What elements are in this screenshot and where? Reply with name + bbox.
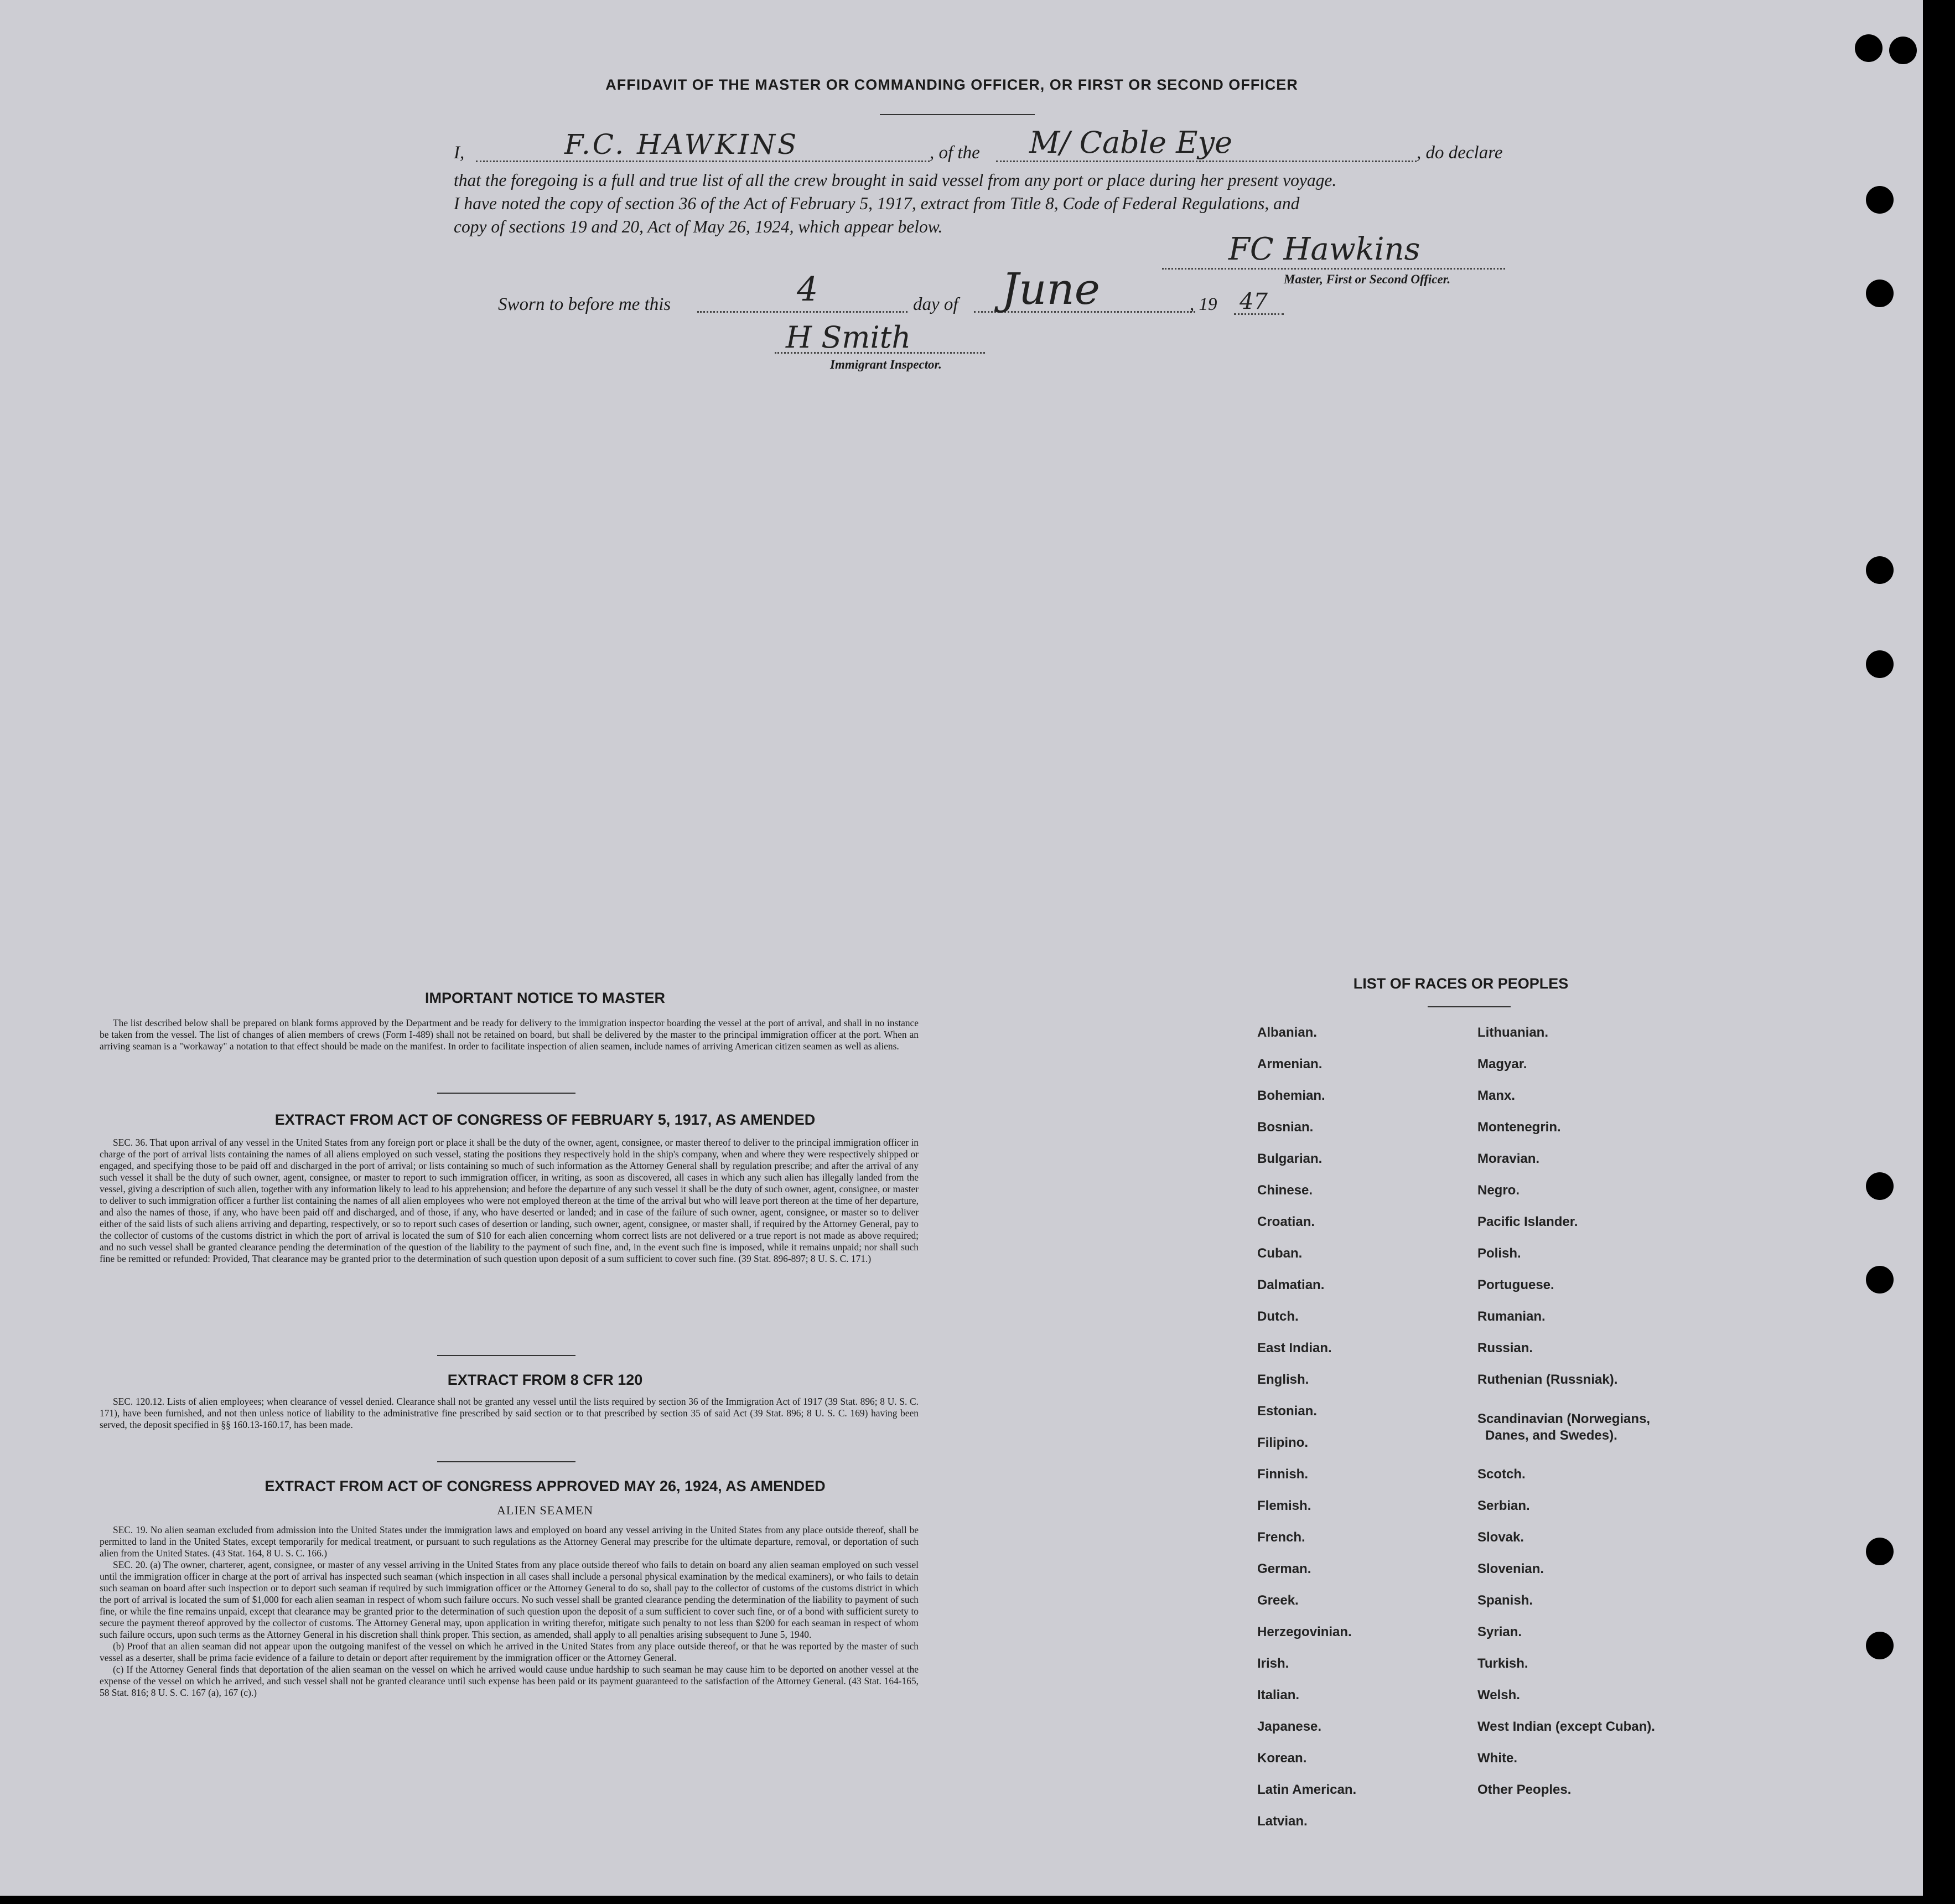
extract-1924-body [100,1524,919,1699]
officer-name: F.C. HAWKINS [564,128,799,161]
race-item: German. [1257,1561,1311,1576]
punch-hole [1866,1266,1894,1294]
punch-hole [1866,1172,1894,1200]
punch-hole [1866,650,1894,678]
name-fill-line [476,161,930,162]
race-item: Spanish. [1477,1593,1533,1608]
affidavit-line-1 [454,143,464,163]
race-item: Scotch. [1477,1467,1526,1482]
race-item: Manx. [1477,1088,1516,1103]
race-item: Bulgarian. [1257,1151,1323,1166]
race-item: Dutch. [1257,1309,1299,1324]
affidavit-title: AFFIDAVIT OF THE MASTER OR COMMANDING OFFICER, OR FIRST OR SECOND OFFICER [605,76,1298,93]
punch-hole [1855,34,1883,62]
race-item: Lithuanian. [1477,1025,1548,1040]
affidavit-line-4: copy of sections 19 and 20, Act of May 26, 1924, which appear below. [454,217,943,236]
race-item: Magyar. [1477,1057,1527,1072]
affidavit-line-2: that the foregoing is a full and true list of all the crew brought in said vessel from any port or place during her present voyage. [454,170,1337,190]
punch-hole [1866,186,1894,214]
signature-caption: Master, First or Second Officer. [1284,272,1451,286]
extract-cfr-title: EXTRACT FROM 8 CFR 120 [447,1372,643,1388]
race-item: Pacific Islander. [1477,1214,1578,1229]
alien-seamen-subtitle: ALIEN SEAMEN [497,1503,593,1517]
day-fill-line [697,311,908,313]
race-item: Slovak. [1477,1530,1524,1545]
race-item: Latvian. [1257,1814,1308,1829]
race-item: Irish. [1257,1656,1289,1671]
races-title: LIST OF RACES OR PEOPLES [1353,975,1569,992]
notice-body [100,1017,919,1052]
race-item: Moravian. [1477,1151,1540,1166]
day-of-label: day of [913,294,958,314]
punch-hole [1866,1538,1894,1565]
race-item: Ruthenian (Russniak). [1477,1372,1618,1387]
race-item: Korean. [1257,1751,1307,1766]
punch-hole [1889,37,1917,64]
race-item: Dalmatian. [1257,1277,1325,1292]
sworn-day: 4 [797,270,818,309]
race-item: West Indian (except Cuban). [1477,1719,1655,1734]
notice-paragraph: The list described below shall be prepared on blank forms approved by the Department and be ready for delivery to the immigration inspector boarding the vessel at the port of arrival, and shall in no instance be taken from the vessel. The list of changes of alien members of crews (Form I-489) shall not be retained on board, but shall be delivered by the master to the principal immigration officer at the port. When an arriving seaman is a "workaway" a notation to that effect should be made on the manifest. In order to facilitate inspection of alien seamen, include names of arriving American citizen seamen as well as aliens. [100,1017,919,1052]
sworn-year: 47 [1240,289,1268,314]
year-fill-line [1234,313,1284,315]
race-item: Chinese. [1257,1183,1313,1198]
extract-1917-body [100,1137,919,1265]
race-item: Scandinavian (Norwegians, [1477,1411,1651,1426]
punch-hole [1866,556,1894,584]
sworn-label: Sworn to before me this [498,294,671,314]
i-label: I, [454,143,465,163]
race-item: Latin American. [1257,1782,1357,1797]
race-item: Armenian. [1257,1057,1323,1072]
race-item: Bohemian. [1257,1088,1325,1103]
race-item: Herzegovinian. [1257,1624,1352,1639]
race-item: Croatian. [1257,1214,1315,1229]
title-divider [880,114,1035,115]
inspector-line [775,352,985,354]
do-declare-label: , do declare [1417,143,1503,163]
sec36-paragraph: SEC. 36. That upon arrival of any vessel in the United States from any foreign port or place it shall be the duty of the owner, agent, consignee, or master thereof to deliver to the principal immigration officer in charge of the port of arrival lists containing the names of all aliens employed on such vessel, stating the positions they respectively hold in the ship's company, when and where they were respectively shipped or engaged, and specifying those to be paid off and discharged in the port of arrival; or lists containing so much of such information as the Attorney General shall by regulation prescribe; and after the arrival of any such vessel it shall be the duty of such owner, agent, consignee, or master to report to such immigration officer, in writing, as soon as discovered, all cases in which any such alien has illegally landed from the vessel, giving a description of such alien, together with any information likely to lead to his apprehension; and before the departure of any such vessel it shall be the duty of such owner, agent, consignee, or master to deliver to such immigration officer a further list containing the names of all alien employees who were not employed thereon at the time of the arrival but who will leave port thereon at the time of her departure, and also the names of those, if any, who have been paid off and discharged, and of those, if any, who have deserted or landed; and in case of the failure of such owner, agent, consignee, or master so to deliver either of the said lists of such aliens arriving and departing, respectively, or so to report such cases of desertion or landing, such owner, agent, consignee, or master shall, if required by the Attorney General, pay to the collector of customs of the customs district in which the port of arrival is located the sum of $10 for each alien concerning whom correct lists are not delivered or a true report is not made as above required; and no such vessel shall be granted clearance pending the determination of the question of the liability to the payment of such fine, and, in the event such fine is imposed, while it remains unpaid; nor shall such fine be remitted or refunded: Provided, That clearance may be granted prior to the determination of such question upon deposit of a sum sufficient to cover such fine. (39 Stat. 896-897; 8 U. S. C. 171.) [100,1137,919,1264]
race-item: Albanian. [1257,1025,1318,1040]
race-item: White. [1477,1751,1517,1766]
punch-hole [1866,1632,1894,1659]
race-item: French. [1257,1530,1305,1545]
race-item: Flemish. [1257,1498,1311,1513]
race-item: Rumanian. [1477,1309,1546,1324]
notice-title: IMPORTANT NOTICE TO MASTER [425,990,665,1006]
inspector-signature: H Smith [786,320,911,355]
section-divider [437,1093,575,1094]
race-item: Filipino. [1257,1435,1308,1450]
sec20b-paragraph: (b) Proof that an alien seaman did not appear upon the outgoing manifest of the vessel on which he arrived in the United States from any place outside thereof, or that he was reported by the master of such vessel as a deserter, shall be prima facie evidence of a failure to detain or deport after requirement by the immigration officer or the Attorney General. [100,1641,919,1663]
sworn-month: June [1002,265,1100,314]
inspector-caption: Immigrant Inspector. [830,358,942,371]
race-item: Other Peoples. [1477,1782,1572,1797]
signature-line [1162,268,1505,270]
race-item: Portuguese. [1477,1277,1554,1292]
vessel-name: M/ Cable Eye [1029,125,1233,160]
race-item: Greek. [1257,1593,1299,1608]
race-item: Syrian. [1477,1624,1522,1639]
race-item: Negro. [1477,1183,1520,1198]
race-item: East Indian. [1257,1341,1332,1355]
sec20a-paragraph: SEC. 20. (a) The owner, charterer, agent, consignee, or master of any vessel arriving in the United States from any place outside thereof who fails to detain on board any alien seaman employed on such vessel until the immigration officer in charge at the port of arrival has inspected such seaman (which inspection in all cases shall include a personal physical examination by the medical examiners), or who fails to detain such seaman on board after such inspection or to deport such seaman if required by such immigration officer or the Attorney General to do so, shall pay to the collector of customs of the customs district in which the port of arrival is located the sum of $1,000 for each alien seaman in respect of whom such failure occurs. No such vessel shall be granted clearance pending the determination of the liability to payment of such fine, or while the fine remains unpaid, except that clearance may be granted prior to the determination of such question upon the deposit of a sum sufficient to cover such fine, or of a bond with sufficient surety to secure the payment thereof approved by the collector of customs. The Attorney General may, upon application in writing therefor, mitigate such penalty to not less than $200 for each seaman in respect of whom such failure occurs, upon such terms as the Attorney General in his discretion shall think proper. This section, as amended, shall apply to all penalties arising subsequent to June 5, 1940. [100,1559,919,1640]
sec12012-paragraph: SEC. 120.12. Lists of alien employees; when clearance of vessel denied. Clearance shall not be granted any vessel until the lists required by section 36 of the Immigration Act of 1917 (39 Stat. 896; 8 U. S. C. 171), have been furnished, and not then unless notice of liability to the administrative fine prescribed by said section or to that prescribed by section 35 of said Act (39 Stat. 896; 8 U. S. C. 169) having been served, the deposit specified in §§ 160.13-160.17, has been made. [100,1396,919,1430]
race-item: Russian. [1477,1341,1533,1355]
race-item: Estonian. [1257,1404,1318,1419]
race-item: Turkish. [1477,1656,1528,1671]
race-item: Welsh. [1477,1688,1520,1703]
sec20c-paragraph: (c) If the Attorney General finds that deportation of the alien seaman on the vessel on which he arrived would cause undue hardship to such seaman he may cause him to be deported on another vessel at the expense of the vessel on which he arrived, and such vessel shall not be granted clearance until such expense has been paid or its payment guaranteed to the satisfaction of the Attorney General. (43 Stat. 164-165, 58 Stat. 816; 8 U. S. C. 167 (a), 167 (c).) [100,1664,919,1698]
sec19-paragraph: SEC. 19. No alien seaman excluded from admission into the United States under the immigration laws and employed on board any vessel arriving in the United States from any place outside thereof, shall be permitted to land in the United States, except temporarily for medical treatment, or pursuant to such regulations as the Attorney General may prescribe for the ultimate departure, removal, or deportation of such alien from the United States. (43 Stat. 164, 8 U. S. C. 166.) [100,1524,919,1559]
race-item: Polish. [1477,1246,1521,1261]
section-divider [437,1355,575,1356]
master-signature: FC Hawkins [1228,231,1420,267]
affidavit-line-3: I have noted the copy of section 36 of the Act of February 5, 1917, extract from Title 8, Code of Federal Regulations, and [454,194,1300,213]
race-item: Italian. [1257,1688,1300,1703]
race-item: Bosnian. [1257,1120,1314,1135]
section-divider [437,1461,575,1462]
race-item: Finnish. [1257,1467,1308,1482]
year-prefix: , 19 [1190,294,1217,314]
race-item: Slovenian. [1477,1561,1544,1576]
vessel-fill-line [996,161,1417,162]
of-the-label: , of the [930,143,980,163]
races-divider [1428,1006,1511,1007]
extract-1924-title: EXTRACT FROM ACT OF CONGRESS APPROVED MAY 26, 1924, AS AMENDED [265,1478,826,1494]
extract-cfr-body [100,1396,919,1431]
race-item: English. [1257,1372,1309,1387]
race-item: Montenegrin. [1477,1120,1561,1135]
extract-1917-title: EXTRACT FROM ACT OF CONGRESS OF FEBRUARY 5, 1917, AS AMENDED [274,1111,816,1128]
race-item: Cuban. [1257,1246,1303,1261]
race-item: Japanese. [1257,1719,1322,1734]
punch-hole [1866,280,1894,307]
race-item: Serbian. [1477,1498,1530,1513]
race-item: Danes, and Swedes). [1485,1428,1617,1443]
